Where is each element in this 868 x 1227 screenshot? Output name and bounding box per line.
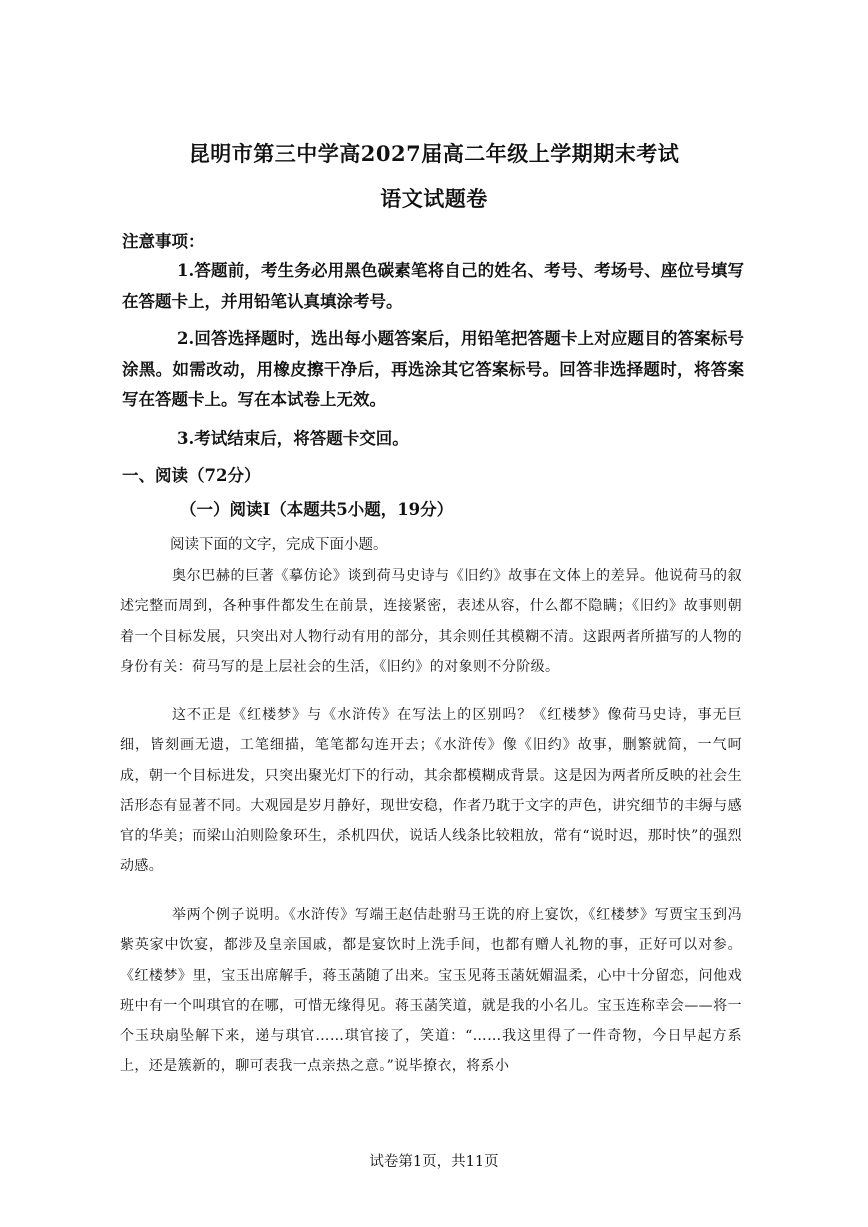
- passage-paragraph-2: 这不正是《红楼梦》与《水浒传》在写法上的区别吗？《红楼梦》像荷马史诗，事无巨细，皆刻画无遗，工笔细描，笔笔都勾连开去；《水浒传》像《旧约》故事，删繁就简，一气呵成，朝一个目标进发，只突出聚光灯下的行动，其余都模糊成背景。这是因为两者所反映的社会生活形态有显著不同。大观园是岁月静好，现世安稳，作者乃耽于文字的声色，讲究细节的丰缛与感官的华美；而梁山泊则险象环生，杀机四伏，说话人线条比较粗放，常有“说时迟，那时快”的强烈动感。: [120, 707, 742, 875]
- reading-instruction: 阅读下面的文字，完成下面小题。: [170, 537, 388, 553]
- notice-heading: 注意事项：: [122, 232, 205, 251]
- exam-title: 昆明市第三中学高2027届高二年级上学期期末考试: [188, 141, 680, 166]
- section-subheading: （一）阅读I（本题共5小题，19分）: [180, 500, 454, 519]
- page-footer: 试卷第1页，共11页: [369, 1154, 499, 1170]
- exam-subtitle: 语文试题卷: [380, 186, 488, 211]
- passage-paragraph-3: 举两个例子说明。《水浒传》写端王赵佶赴驸马王诜的府上宴饮，《红楼梦》写贾宝玉到冯紫英家中饮宴，都涉及皇亲国戚，都是宴饮时上洗手间，也都有赠人礼物的事，正好可以对参。《红楼梦》里，宝玉出席解手，蒋玉菡随了出来。宝玉见蒋玉菡妩媚温柔，心中十分留恋，问他戏班中有一个叫琪官的在哪，可惜无缘得见。蒋玉菡笑道，就是我的小名儿。宝玉连称幸会——将一个玉玦扇坠解下来，递与琪官……琪官接了，笑道：“……我这里得了一件奇物，今日早起方系上，还是簇新的，聊可表我一点亲热之意。”说毕撩衣，将系小: [120, 907, 742, 1075]
- passage-paragraph-1: 奥尔巴赫的巨著《摹仿论》谈到荷马史诗与《旧约》故事在文体上的差异。他说荷马的叙述完整而周到，各种事件都发生在前景，连接紧密，表述从容，什么都不隐瞒；《旧约》故事则朝着一个目标发展，只突出对人物行动有用的部分，其余则任其模糊不清。这跟两者所描写的人物的身份有关：荷马写的是上层社会的生活，《旧约》的对象则不分阶级。: [120, 568, 742, 675]
- notice-item-3: 3.考试结束后，将答题卡交回。: [177, 429, 409, 448]
- section-heading: 一、阅读（72分）: [122, 466, 261, 485]
- notice-item-1: 1.答题前，考生务必用黑色碳素笔将自己的姓名、考号、考场号、座位号填写在答题卡上，并用铅笔认真填涂考号。: [122, 261, 744, 311]
- notice-item-2: 2.回答选择题时，选出每小题答案后，用铅笔把答题卡上对应题目的答案标号涂黑。如需改动，用橡皮擦干净后，再选涂其它答案标号。回答非选择题时，将答案写在答题卡上。写在本试卷上无效。: [122, 329, 744, 409]
